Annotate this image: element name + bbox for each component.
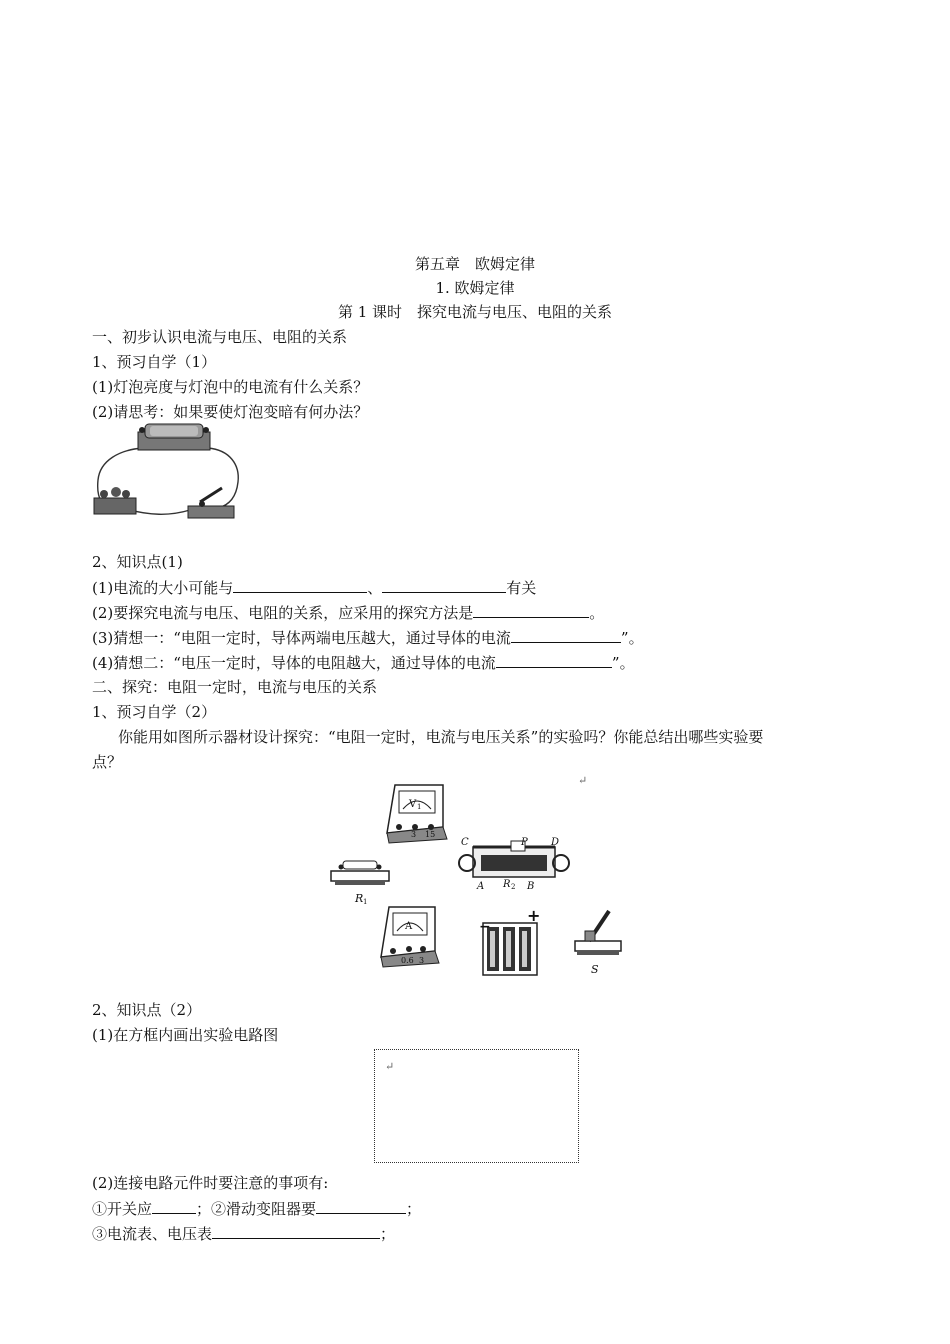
k2-suffix: 。: [589, 604, 605, 622]
part2-paragraph-line-1: 你能用如图所示器材设计探究：“电阻一定时，电流与电压关系”的实验吗？你能总结出哪些实验要: [118, 728, 764, 746]
part2-knowledge-1: (1)在方框内画出实验电路图: [92, 1026, 279, 1044]
part1-knowledge-title: 2、知识点(1): [92, 553, 183, 571]
switch-icon: [575, 911, 621, 976]
part2-knowledge-2: (2)连接电路元件时要注意的事项有:: [92, 1174, 329, 1192]
k2-prefix: (2)要探究电流与电压、电阻的关系，应采用的探究方法是: [92, 604, 474, 622]
rheostat-b-label: B: [527, 881, 535, 892]
part1-knowledge-1: [92, 577, 536, 598]
switch-label: S: [591, 963, 599, 976]
voltmeter-label-sub: 1: [417, 803, 422, 811]
chapter-title: 第五章 欧姆定律: [414, 255, 535, 273]
part1-question-1: (1)灯泡亮度与灯泡中的电流有什么关系？: [92, 378, 369, 396]
return-mark-icon: ↵: [385, 1060, 395, 1073]
circuit-drawing-box[interactable]: [374, 1049, 579, 1163]
fill-blank[interactable]: [152, 1198, 196, 1214]
part2-knowledge-2a: [92, 1198, 421, 1219]
k2b-suffix: ；: [380, 1225, 396, 1243]
rheostat-a-label: A: [477, 881, 485, 892]
k2a-mid: ；②滑动变阻器要: [196, 1200, 317, 1218]
rheostat-icon: [459, 837, 569, 892]
voltmeter-icon: [387, 785, 447, 843]
ammeter-icon: [381, 907, 439, 967]
rheostat-d-label: D: [551, 837, 560, 848]
lesson-title: 第 1 课时 探究电流与电压、电阻的关系: [337, 303, 613, 321]
part2-knowledge-title: 2、知识点（2）: [92, 1001, 202, 1019]
fill-blank[interactable]: [212, 1223, 380, 1239]
k2a-suffix: ；: [406, 1200, 422, 1218]
voltmeter-label: V: [409, 799, 417, 810]
k1-prefix: (1)电流的大小可能与: [92, 579, 234, 597]
fill-blank[interactable]: [496, 652, 612, 668]
resistor-label-sub: 1: [363, 898, 368, 906]
fill-blank[interactable]: [316, 1198, 406, 1214]
voltmeter-scale-2: 15: [425, 830, 436, 839]
part2-knowledge-2b: [92, 1223, 395, 1244]
part1-knowledge-2: [92, 602, 604, 623]
k4-prefix: (4)猜想二：“电压一定时，导体的电阻越大，通过导体的电流: [92, 654, 496, 672]
fill-blank[interactable]: [382, 577, 506, 593]
ammeter-scale-2: 3: [419, 956, 425, 965]
k2b-prefix: ③电流表、电压表: [92, 1225, 213, 1243]
k3-suffix: ”。: [620, 629, 644, 647]
apparatus-figure: [325, 775, 635, 985]
part1-preview-title: 1、预习自学（1）: [92, 353, 217, 371]
resistor-icon: [331, 861, 389, 906]
ammeter-scale-1: 0.6: [401, 956, 414, 965]
rheostat-r-label-sub: 2: [511, 883, 516, 891]
fill-blank[interactable]: [511, 627, 621, 643]
k1-sep: 、: [367, 579, 383, 597]
k4-suffix: ”。: [611, 654, 635, 672]
part1-knowledge-4: [92, 652, 635, 673]
k1-suffix: 有关: [506, 579, 537, 597]
battery-icon: [479, 906, 540, 975]
rheostat-c-label: C: [461, 837, 469, 848]
rheostat-p-label: P: [521, 837, 528, 848]
part2-preview-title: 1、预习自学（2）: [92, 703, 217, 721]
resistor-label: R: [355, 892, 364, 905]
k3-prefix: (3)猜想一：“电阻一定时，导体两端电压越大，通过导体的电流: [92, 629, 511, 647]
k2a-prefix: ①开关应: [92, 1200, 153, 1218]
battery-plus-label: +: [527, 906, 541, 925]
ammeter-label: A: [405, 921, 413, 932]
part1-knowledge-3: [92, 627, 644, 648]
part1-heading: 一、初步认识电流与电压、电阻的关系: [92, 328, 348, 346]
battery-minus-label: −: [479, 919, 491, 935]
fill-blank[interactable]: [473, 602, 589, 618]
part1-question-2: (2)请思考：如果要使灯泡变暗有何办法？: [92, 403, 369, 421]
return-mark-icon: ↵: [578, 774, 588, 787]
rheostat-r-label: R: [503, 879, 511, 890]
voltmeter-scale-1: 3: [411, 830, 417, 839]
lamp-circuit-figure: [90, 420, 250, 520]
part2-heading: 二、探究：电阻一定时，电流与电压的关系: [92, 678, 378, 696]
section-title: 1. 欧姆定律: [435, 279, 515, 297]
fill-blank[interactable]: [233, 577, 367, 593]
part2-paragraph-line-2: 点？: [92, 753, 123, 771]
